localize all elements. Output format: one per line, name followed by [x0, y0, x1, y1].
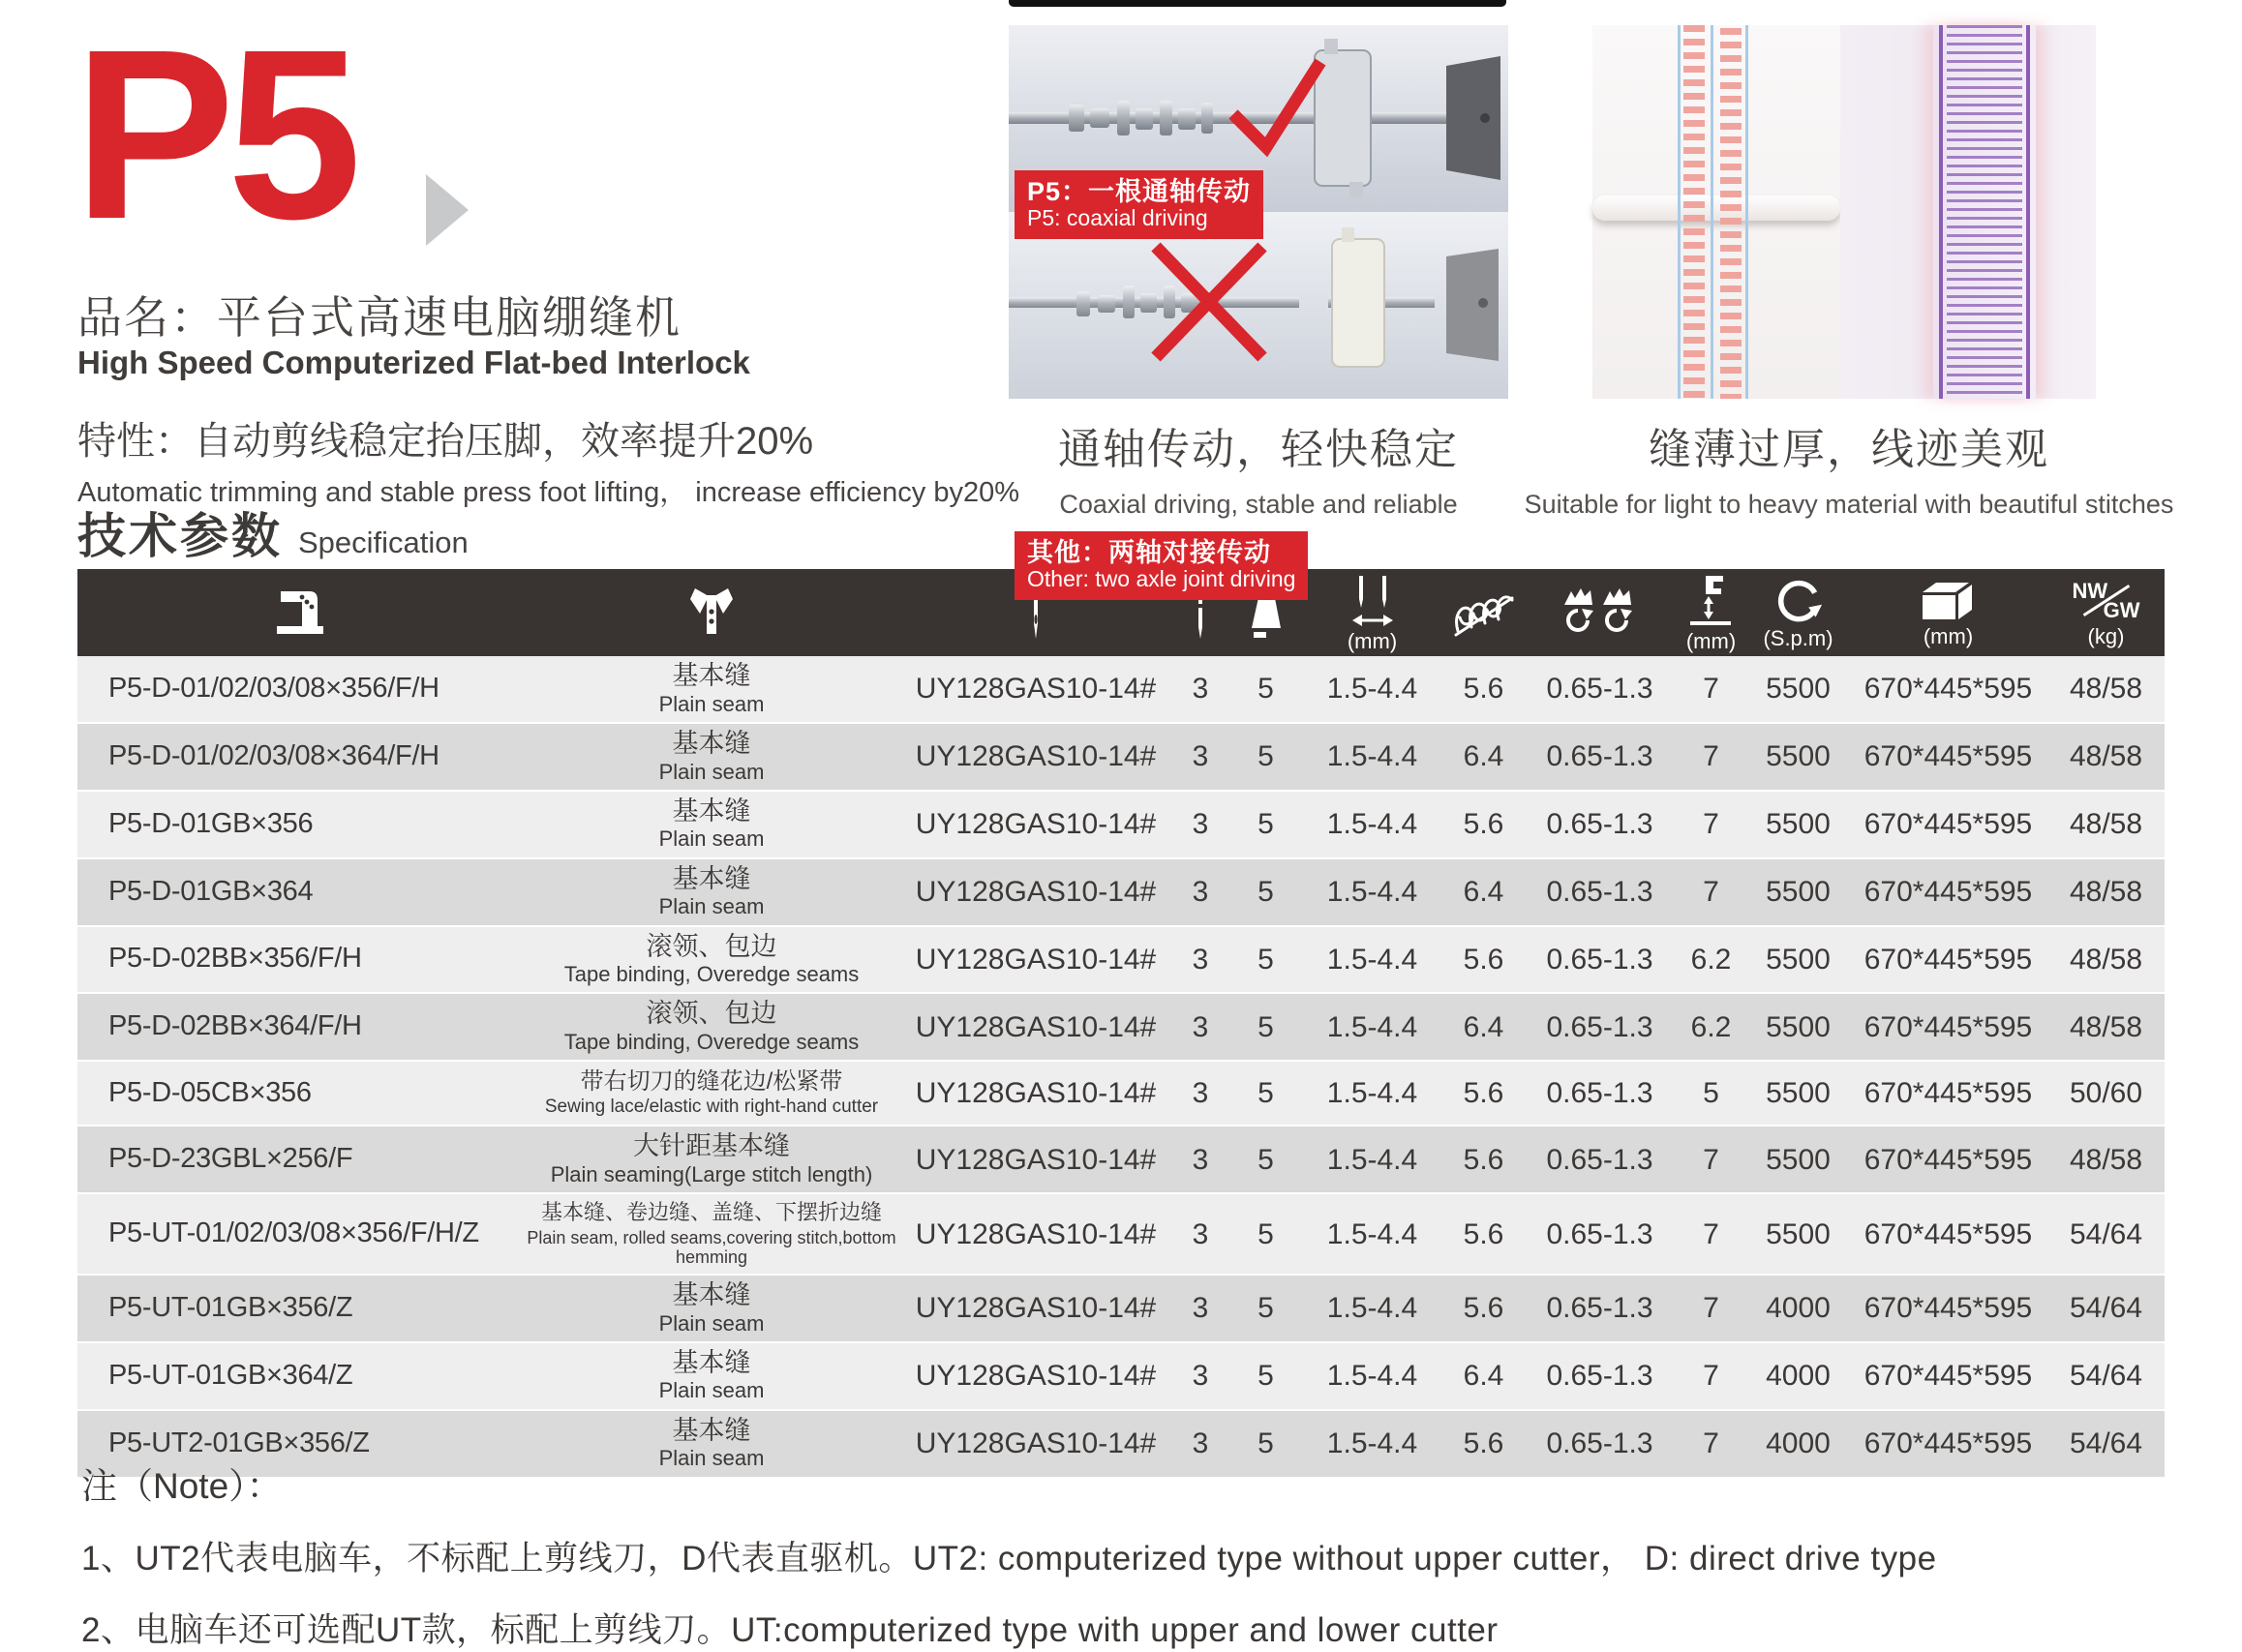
- two-axle-drive-tag: [1015, 531, 1308, 600]
- needles-cell: 3: [1192, 808, 1209, 841]
- weight-cell: 48/58: [2069, 673, 2143, 706]
- diff-ratio-cell: 0.65-1.3: [1546, 1143, 1653, 1176]
- threads-cell: 5: [1257, 1217, 1274, 1250]
- seam-en: Tape binding, Overedge seams: [563, 1030, 860, 1055]
- speed-cell: 5500: [1766, 1217, 1831, 1250]
- seam-en: Sewing lace/elastic with right-hand cutter: [544, 1096, 879, 1118]
- speed-cell: 5500: [1766, 1077, 1831, 1110]
- dims-cell: 670*445*595: [1863, 1077, 2033, 1110]
- speed-cell: 5500: [1766, 876, 1831, 909]
- threads-cell: 5: [1257, 1360, 1274, 1393]
- two-axle-shaft-illustration: [1009, 212, 1508, 399]
- needles-cell: 3: [1192, 1217, 1209, 1250]
- needle-cell: UY128GAS10-14#: [915, 1010, 1157, 1043]
- seam-en: Plain seam: [658, 1310, 765, 1336]
- notes-section: [81, 1457, 2168, 1652]
- diff-ratio-cell: 0.65-1.3: [1546, 1427, 1653, 1460]
- stitch-length-cell: 1.5-4.4: [1326, 1217, 1418, 1250]
- stitch-length-cell: 1.5-4.4: [1326, 740, 1418, 773]
- dims-cell: 670*445*595: [1863, 1010, 2033, 1043]
- threads-cell: 5: [1257, 1010, 1274, 1043]
- foot-lift-cell: 7: [1703, 876, 1719, 909]
- needle-cell: UY128GAS10-14#: [915, 1292, 1157, 1325]
- needle-cell: UY128GAS10-14#: [915, 1427, 1157, 1460]
- col-differential-header: [1525, 569, 1675, 656]
- threads-cell: 5: [1257, 673, 1274, 706]
- seam-en: Plain seaming(Large stitch length): [550, 1161, 873, 1186]
- col-speed-header: [1747, 569, 1849, 656]
- seam-zh: 基本缝: [672, 1415, 751, 1445]
- table-body: [77, 656, 2165, 1479]
- weight-cell: 54/64: [2069, 1427, 2143, 1460]
- nw-label: NW: [2072, 578, 2108, 603]
- sewing-machine-icon: [271, 588, 329, 637]
- seam-zh: 滚领、包边: [646, 931, 777, 961]
- seam-cell: [523, 927, 900, 993]
- seam-zh: 基本缝: [672, 728, 751, 758]
- needles-cell: 3: [1192, 1360, 1209, 1393]
- stitch-length-cell: 1.5-4.4: [1326, 876, 1418, 909]
- note-title: 注（Note）：: [81, 1466, 283, 1506]
- stitch-sample-right: [1840, 25, 2096, 399]
- pink-stitch-band: [1678, 25, 1749, 399]
- diff-ratio-cell: 0.65-1.3: [1546, 1217, 1653, 1250]
- top-crop-bar: [1009, 0, 1506, 7]
- seam-cell: [523, 656, 900, 722]
- stitch-length-cell: 1.5-4.4: [1326, 1292, 1418, 1325]
- product-logo: P5: [74, 0, 354, 269]
- stitch-length-cell: 1.5-4.4: [1326, 808, 1418, 841]
- dims-cell: 670*445*595: [1863, 876, 2033, 909]
- weight-cell: 54/64: [2069, 1217, 2143, 1250]
- weight-cell: 48/58: [2069, 876, 2143, 909]
- seam-cell: [523, 1064, 900, 1124]
- feature-line-en: Automatic trimming and stable press foot lifting， increase efficiency by20%: [77, 477, 1020, 508]
- seam-en: Plain seam: [658, 894, 765, 919]
- drive-caption: [1009, 414, 1508, 520]
- seam-zh: 基本缝: [672, 863, 751, 893]
- model-cell: P5-D-01GB×364: [108, 875, 314, 907]
- diff-ratio-cell: 0.65-1.3: [1546, 1360, 1653, 1393]
- foot-lift-cell: 7: [1703, 1360, 1719, 1393]
- foot-lift-cell: 7: [1703, 673, 1719, 706]
- needles-cell: 3: [1192, 943, 1209, 976]
- seam-cell: [523, 1343, 900, 1409]
- needles-cell: 3: [1192, 1427, 1209, 1460]
- dims-cell: 670*445*595: [1863, 673, 2033, 706]
- needles-cell: 3: [1192, 1010, 1209, 1043]
- model-cell: P5-D-01/02/03/08×356/F/H: [108, 672, 439, 704]
- seam-cell: [523, 1194, 900, 1274]
- specification-table: [77, 566, 2165, 1479]
- foot-lift-cell: 6.2: [1690, 943, 1732, 976]
- unit-label: (S.p.m): [1763, 625, 1833, 650]
- seam-zh: 滚领、包边: [646, 999, 777, 1029]
- model-cell: P5-D-05CB×356: [108, 1076, 312, 1108]
- seam-en: Plain seam: [658, 691, 765, 716]
- seam-zh: 大针距基本缝: [633, 1131, 790, 1161]
- dims-cell: 670*445*595: [1863, 1427, 2033, 1460]
- seam-zh: 基本缝: [672, 1347, 751, 1377]
- dims-cell: 670*445*595: [1863, 1292, 2033, 1325]
- col-application-header: [523, 569, 900, 656]
- speed-cell: 5500: [1766, 1010, 1831, 1043]
- table-row: [77, 1343, 2165, 1411]
- seam-cell: [523, 859, 900, 925]
- product-name-en: High Speed Computerized Flat-bed Interlock: [77, 345, 750, 380]
- fabric-caption: [1515, 414, 2183, 520]
- table-row: [77, 994, 2165, 1062]
- speed-cell: 4000: [1766, 1427, 1831, 1460]
- gauge-cell: 6.4: [1463, 876, 1504, 909]
- col-weight-header: [2047, 569, 2165, 656]
- dimensions-icon: [1919, 579, 1979, 623]
- note-line-2: 2、电脑车还可选配UT款，标配上剪线刀。UT:computerized type with upper and lower cutter: [81, 1611, 1499, 1649]
- weight-icon: [2071, 579, 2142, 623]
- unit-label: (mm): [1685, 628, 1737, 653]
- threads-cell: 5: [1257, 740, 1274, 773]
- diff-ratio-cell: 0.65-1.3: [1546, 876, 1653, 909]
- model-cell: P5-D-01/02/03/08×364/F/H: [108, 739, 439, 771]
- weight-cell: 48/58: [2069, 943, 2143, 976]
- seam-en: Plain seam: [658, 826, 765, 852]
- fabric-caption-en: Suitable for light to heavy material with beautiful stitches: [1524, 490, 2174, 519]
- triangle-arrow-icon: [426, 174, 469, 246]
- needle-cell: UY128GAS10-14#: [915, 740, 1157, 773]
- gauge-cell: 5.6: [1463, 1292, 1504, 1325]
- col-model-header: [77, 569, 523, 656]
- diff-ratio-cell: 0.65-1.3: [1546, 740, 1653, 773]
- stitch-length-cell: 1.5-4.4: [1326, 673, 1418, 706]
- threads-cell: 5: [1257, 943, 1274, 976]
- product-name-zh: 品名：平台式高速电脑绷缝机: [77, 292, 682, 343]
- diff-ratio-cell: 0.65-1.3: [1546, 1077, 1653, 1110]
- seam-zh: 基本缝: [672, 796, 751, 826]
- presser-foot-lift-icon: [1688, 574, 1735, 628]
- seam-zh: 基本缝: [672, 1279, 751, 1309]
- seam-en: Plain seam: [658, 759, 765, 784]
- table-row: [77, 859, 2165, 927]
- seam-cell: [523, 1126, 900, 1192]
- gauge-cell: 6.4: [1463, 1010, 1504, 1043]
- foot-lift-cell: 5: [1703, 1077, 1719, 1110]
- diff-ratio-cell: 0.65-1.3: [1546, 1292, 1653, 1325]
- seam-zh: 带右切刀的缝花边/松紧带: [580, 1067, 843, 1095]
- needle-cell: UY128GAS10-14#: [915, 673, 1157, 706]
- seam-zh: 基本缝: [672, 661, 751, 690]
- needles-cell: 3: [1192, 1143, 1209, 1176]
- weight-cell: 48/58: [2069, 808, 2143, 841]
- weight-cell: 54/64: [2069, 1360, 2143, 1393]
- needle-cell: UY128GAS10-14#: [915, 1077, 1157, 1110]
- foot-lift-cell: 7: [1703, 740, 1719, 773]
- dims-cell: 670*445*595: [1863, 1360, 2033, 1393]
- coaxial-tag-en: P5: coaxial driving: [1027, 205, 1208, 231]
- dims-cell: 670*445*595: [1863, 808, 2033, 841]
- dims-cell: 670*445*595: [1863, 943, 2033, 976]
- seam-en: Plain seam: [658, 1446, 765, 1471]
- gauge-cell: 5.6: [1463, 1077, 1504, 1110]
- stitch-sample-figure: [1592, 25, 2096, 399]
- model-cell: P5-D-02BB×356/F/H: [108, 943, 362, 975]
- model-cell: P5-UT-01GB×364/Z: [108, 1359, 353, 1391]
- specification-heading: [77, 497, 469, 567]
- needle-cell: UY128GAS10-14#: [915, 1360, 1157, 1393]
- speed-cell: 4000: [1766, 1360, 1831, 1393]
- table-row: [77, 792, 2165, 859]
- stitch-length-cell: 1.5-4.4: [1326, 1360, 1418, 1393]
- drive-caption-zh: 通轴传动，轻快稳定: [1058, 426, 1459, 473]
- table-row: [77, 656, 2165, 724]
- purple-stitch-band: [1933, 25, 2036, 399]
- seam-cell: [523, 792, 900, 857]
- table-row: [77, 927, 2165, 995]
- spec-title-zh: 技术参数: [77, 509, 283, 563]
- needle-cell: UY128GAS10-14#: [915, 808, 1157, 841]
- table-row: [77, 724, 2165, 792]
- unit-label: (kg): [2087, 623, 2125, 648]
- gauge-cell: 6.4: [1463, 740, 1504, 773]
- note-line-1: 1、UT2代表电脑车，不标配上剪线刀，D代表直驱机。UT2: computerized type without upper cutter， D: direct drive type: [81, 1540, 1937, 1577]
- garment-icon: [690, 586, 733, 640]
- gauge-cell: 6.4: [1463, 1360, 1504, 1393]
- weight-cell: 48/58: [2069, 740, 2143, 773]
- foot-lift-cell: 7: [1703, 1292, 1719, 1325]
- two-axle-tag-en: Other: two axle joint driving: [1027, 566, 1296, 592]
- brand-block: [74, 0, 354, 269]
- fabric-caption-zh: 缝薄过厚，线迹美观: [1649, 426, 2049, 473]
- model-cell: P5-D-01GB×356: [108, 807, 314, 839]
- threads-cell: 5: [1257, 876, 1274, 909]
- stitch-length-cell: 1.5-4.4: [1326, 1427, 1418, 1460]
- spec-title-en: Specification: [298, 526, 469, 559]
- seam-en: Plain seam: [658, 1378, 765, 1403]
- needles-cell: 3: [1192, 876, 1209, 909]
- col-dimensions-header: [1849, 569, 2047, 656]
- drive-caption-en: Coaxial driving, stable and reliable: [1059, 490, 1458, 519]
- table-row: [77, 1126, 2165, 1194]
- needles-cell: 3: [1192, 1292, 1209, 1325]
- threads-cell: 5: [1257, 808, 1274, 841]
- needles-cell: 3: [1192, 1077, 1209, 1110]
- stitch-length-cell: 1.5-4.4: [1326, 1143, 1418, 1176]
- table-row: [77, 1062, 2165, 1126]
- dims-cell: 670*445*595: [1863, 740, 2033, 773]
- stitch-sample-left: [1592, 25, 1840, 399]
- gauge-cell: 5.6: [1463, 1143, 1504, 1176]
- col-seam-width-header: [1442, 569, 1525, 656]
- foot-lift-cell: 6.2: [1690, 1010, 1732, 1043]
- table-row: [77, 1276, 2165, 1343]
- col-stitch-length-header: [1302, 569, 1442, 656]
- needle-cell: UY128GAS10-14#: [915, 1143, 1157, 1176]
- col-foot-lift-header: [1675, 569, 1747, 656]
- foot-lift-cell: 7: [1703, 808, 1719, 841]
- threads-cell: 5: [1257, 1143, 1274, 1176]
- two-axle-tag-zh: 其他：两轴对接传动: [1027, 538, 1271, 567]
- model-cell: P5-UT2-01GB×356/Z: [108, 1427, 370, 1458]
- foot-lift-cell: 7: [1703, 1427, 1719, 1460]
- unit-label: (mm): [1347, 628, 1398, 653]
- stitch-length-cell: 1.5-4.4: [1326, 1077, 1418, 1110]
- gauge-cell: 5.6: [1463, 943, 1504, 976]
- stitch-length-cell: 1.5-4.4: [1326, 1010, 1418, 1043]
- needles-cell: 3: [1192, 673, 1209, 706]
- needle-cell: UY128GAS10-14#: [915, 1217, 1157, 1250]
- diff-ratio-cell: 0.65-1.3: [1546, 808, 1653, 841]
- threads-cell: 5: [1257, 1427, 1274, 1460]
- weight-cell: 50/60: [2069, 1077, 2143, 1110]
- diff-ratio-cell: 0.65-1.3: [1546, 673, 1653, 706]
- model-cell: P5-D-02BB×364/F/H: [108, 1010, 362, 1042]
- needles-cell: 3: [1192, 740, 1209, 773]
- weight-cell: 54/64: [2069, 1292, 2143, 1325]
- seam-cell: [523, 1276, 900, 1341]
- seam-en: Plain seam, rolled seams,covering stitch,bottom hemming: [527, 1227, 896, 1268]
- gauge-cell: 5.6: [1463, 673, 1504, 706]
- seam-cell: [523, 994, 900, 1060]
- speed-cell: 5500: [1766, 673, 1831, 706]
- seam-en: Tape binding, Overedge seams: [563, 962, 860, 987]
- diff-ratio-cell: 0.65-1.3: [1546, 1010, 1653, 1043]
- stitch-length-cell: 1.5-4.4: [1326, 943, 1418, 976]
- speed-cell: 5500: [1766, 740, 1831, 773]
- speed-icon: [1772, 577, 1825, 625]
- speed-cell: 4000: [1766, 1292, 1831, 1325]
- needle-cell: UY128GAS10-14#: [915, 943, 1157, 976]
- needle-cell: UY128GAS10-14#: [915, 876, 1157, 909]
- coaxial-tag-zh: P5：一根通轴传动: [1027, 177, 1252, 206]
- speed-cell: 5500: [1766, 1143, 1831, 1176]
- coaxial-drive-panel: [1009, 25, 1508, 231]
- dims-cell: 670*445*595: [1863, 1143, 2033, 1176]
- seam-cell: [523, 724, 900, 790]
- weight-cell: 48/58: [2069, 1010, 2143, 1043]
- coaxial-drive-tag: [1015, 170, 1263, 239]
- speed-cell: 5500: [1766, 808, 1831, 841]
- table-row: [77, 1194, 2165, 1276]
- needle-gauge-icon: [1350, 574, 1395, 628]
- weight-cell: 48/58: [2069, 1143, 2143, 1176]
- foot-lift-cell: 7: [1703, 1143, 1719, 1176]
- gauge-cell: 5.6: [1463, 1427, 1504, 1460]
- model-cell: P5-D-23GBL×256/F: [108, 1143, 353, 1175]
- threads-cell: 5: [1257, 1077, 1274, 1110]
- speed-cell: 5500: [1766, 943, 1831, 976]
- seam-zh: 基本缝、卷边缝、盖缝、下摆折边缝: [540, 1200, 882, 1225]
- diff-ratio-cell: 0.65-1.3: [1546, 943, 1653, 976]
- model-cell: P5-UT-01/02/03/08×356/F/H/Z: [108, 1217, 479, 1249]
- threads-cell: 5: [1257, 1292, 1274, 1325]
- gauge-cell: 5.6: [1463, 808, 1504, 841]
- gw-label: GW: [2103, 597, 2140, 622]
- differential-feed-icon: [1562, 586, 1638, 640]
- feature-line-zh: 特性：自动剪线稳定抬压脚，效率提升20%: [77, 420, 814, 463]
- foot-lift-cell: 7: [1703, 1217, 1719, 1250]
- stitch-type-icon: [1450, 587, 1518, 638]
- dims-cell: 670*445*595: [1863, 1217, 2033, 1250]
- model-cell: P5-UT-01GB×356/Z: [108, 1291, 353, 1323]
- gauge-cell: 5.6: [1463, 1217, 1504, 1250]
- unit-label: (mm): [1923, 623, 1974, 648]
